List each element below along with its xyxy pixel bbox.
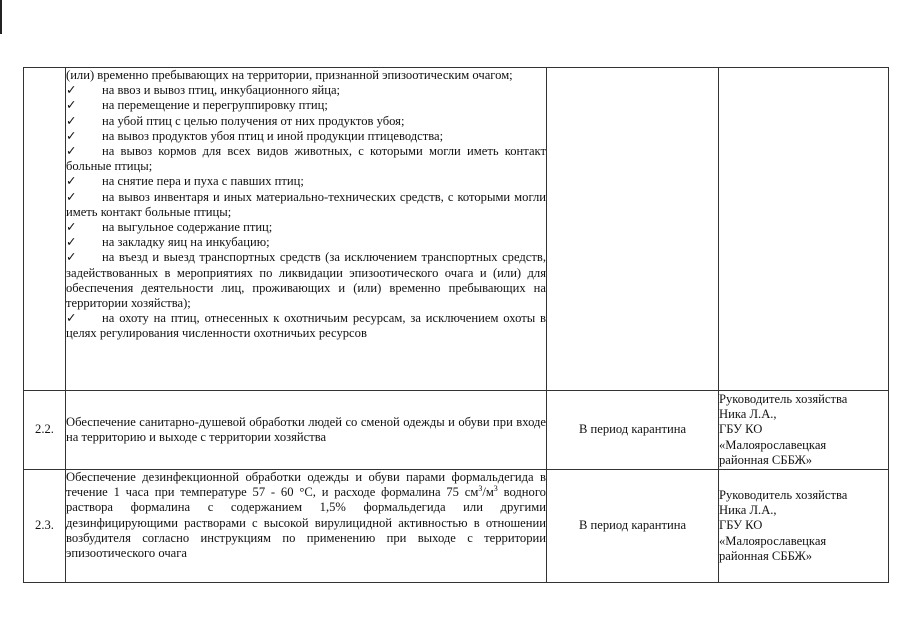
superscript: 3 — [493, 484, 498, 494]
description-text: водного раствора формалина с содержанием 1,5% формальдегида или другими дезинфицирующими растворами с высокой вирулицидной активностью в отношении возбудителя согласно инструкциям по применению при выходе с территории эпизоотического очага — [66, 485, 546, 561]
superscript: 3 — [478, 484, 483, 494]
check-mark-icon: ✓ — [66, 174, 77, 189]
row-description: Обеспечение санитарно-душевой обработки людей со сменой одежды и обуви при входе на территорию и выходе с территории хозяйства — [66, 391, 547, 470]
table-row — [24, 391, 889, 470]
restriction-item — [66, 98, 546, 113]
responsible-line: Ника Л.А., — [719, 503, 777, 518]
check-mark-icon: ✓ — [66, 189, 77, 204]
restriction-item-text: на вывоз продуктов убоя птиц и иной продукции птицеводства; — [102, 128, 444, 143]
restriction-list — [66, 83, 546, 341]
row-number — [24, 68, 66, 391]
responsible-line: «Малоярославецкая — [719, 437, 827, 452]
description-text: /м — [482, 485, 494, 500]
restriction-item — [66, 311, 546, 341]
check-mark-icon: ✓ — [66, 83, 77, 98]
row-description — [66, 470, 547, 583]
measures-table — [23, 67, 889, 583]
table-row — [24, 470, 889, 583]
responsible-line: «Малоярославецкая — [719, 533, 827, 548]
restriction-item — [66, 114, 546, 129]
responsible-line: ГБУ КО — [719, 518, 763, 533]
check-mark-icon: ✓ — [66, 235, 77, 250]
restriction-item — [66, 129, 546, 144]
restriction-item — [66, 220, 546, 235]
check-mark-icon: ✓ — [66, 98, 77, 113]
check-mark-icon: ✓ — [66, 113, 77, 128]
check-mark-icon: ✓ — [66, 144, 77, 159]
responsible-line: Руководитель хозяйства — [719, 391, 848, 406]
row-responsible — [719, 68, 889, 391]
row-number: 2.3. — [24, 470, 66, 583]
restriction-item — [66, 250, 546, 311]
check-mark-icon: ✓ — [66, 250, 77, 265]
page-edge-mark — [0, 0, 2, 34]
row-responsible — [719, 391, 889, 470]
restriction-item-text: на охоту на птиц, отнесенных к охотничьим ресурсам, за исключением охоты в целях регулирования численности охотничьих ресурсов — [66, 311, 546, 341]
restriction-item-text: на перемещение и перегруппировку птиц; — [102, 98, 328, 113]
restriction-item-text: на вывоз кормов для всех видов животных, с которыми могли иметь контакт больные птицы; — [66, 144, 546, 174]
check-mark-icon: ✓ — [66, 128, 77, 143]
restriction-item-text: на ввоз и вывоз птиц, инкубационного яйца; — [102, 83, 341, 98]
row-number: 2.2. — [24, 391, 66, 470]
check-mark-icon: ✓ — [66, 220, 77, 235]
description-text: Обеспечение дезинфекционной обработки одежды и обуви парами формальдегида в течение 1 часа при температуре 57 - 60 °С, и расходе формалина 75 см — [66, 470, 546, 500]
restriction-item-text: на вывоз инвентаря и иных материально-технических средств, с которыми могли иметь контакт больные птицы; — [66, 189, 546, 219]
restriction-item-text: на снятие пера и пуха с павших птиц; — [102, 174, 304, 189]
responsible-line: районная СББЖ» — [719, 452, 813, 467]
responsible-line: ГБУ КО — [719, 422, 763, 437]
row-responsible — [719, 470, 889, 583]
restriction-item — [66, 235, 546, 250]
restriction-item-text: на въезд и выезд транспортных средств (за исключением транспортных средств, задействованных в мероприятиях по ликвидации эпизоотического очага и (или) для обеспечения деятельности лиц, проживающих и (или) временно пребывающих на территории хозяйства); — [66, 250, 546, 311]
restriction-item — [66, 174, 546, 189]
restriction-item — [66, 190, 546, 220]
row-term: В период карантина — [547, 470, 719, 583]
row-term — [547, 68, 719, 391]
check-mark-icon: ✓ — [66, 311, 77, 326]
restriction-item — [66, 83, 546, 98]
restriction-intro: (или) временно пребывающих на территории, признанной эпизоотическим очагом; — [66, 68, 513, 82]
restriction-item-text: на выгульное содержание птиц; — [102, 220, 273, 235]
restriction-item — [66, 144, 546, 174]
table-row — [24, 68, 889, 391]
row-term: В период карантина — [547, 391, 719, 470]
restriction-item-text: на убой птиц с целью получения от них продуктов убоя; — [102, 113, 405, 128]
responsible-line: Руководитель хозяйства — [719, 487, 848, 502]
restriction-item-text: на закладку яиц на инкубацию; — [102, 235, 270, 250]
responsible-line: Ника Л.А., — [719, 407, 777, 422]
responsible-line: районная СББЖ» — [719, 548, 813, 563]
row-description — [66, 68, 547, 391]
